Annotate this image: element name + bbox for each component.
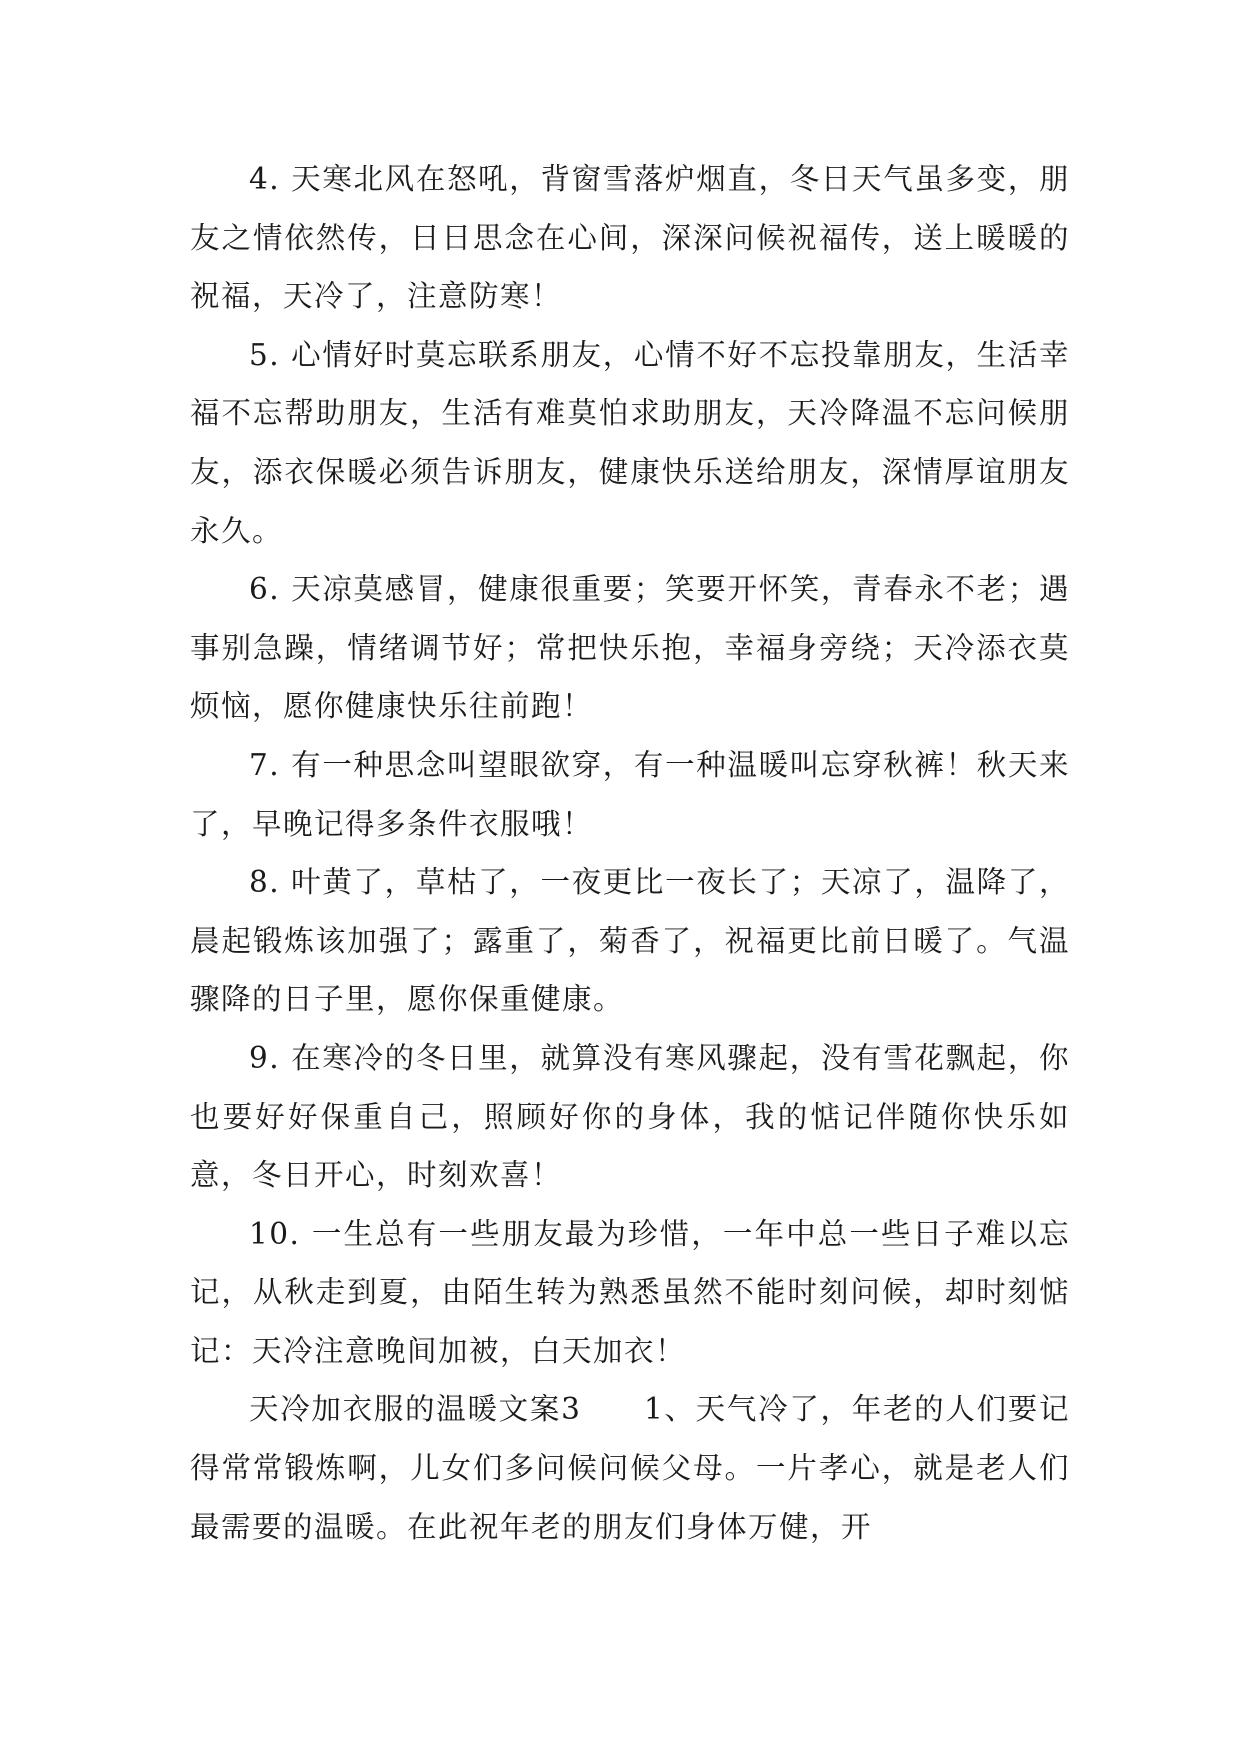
paragraph-item-10: 10. 一生总有一些朋友最为珍惜，一年中总一些日子难以忘记，从秋走到夏，由陌生转为熟悉虽然不能时刻问候，却时刻惦记：天冷注意晚间加被，白天加衣！	[190, 1216, 1070, 1368]
paragraph-item-9: 9. 在寒冷的冬日里，就算没有寒风骤起，没有雪花飘起，你也要好好保重自己，照顾好你的身体，我的惦记伴随你快乐如意，冬日开心，时刻欢喜！	[190, 1040, 1070, 1193]
paragraph-item-5: 5. 心情好时莫忘联系朋友，心情不好不忘投靠朋友，生活幸福不忘帮助朋友，生活有难莫怕求助朋友，天冷降温不忘问候朋友，添衣保暖必须告诉朋友，健康快乐送给朋友，深情厚谊朋友永久。	[190, 337, 1070, 548]
paragraph-item-7: 7. 有一种思念叫望眼欲穿，有一种温暖叫忘穿秋裤！秋天来了，早晚记得多条件衣服哦！	[190, 747, 1070, 841]
paragraph-item-4: 4. 天寒北风在怒吼，背窗雪落炉烟直，冬日天气虽多变，朋友之情依然传，日日思念在心间，深深问候祝福传，送上暖暖的祝福，天冷了，注意防寒！	[190, 162, 1070, 314]
paragraph-item-8: 8. 叶黄了，草枯了，一夜更比一夜长了；天凉了，温降了，晨起锻炼该加强了；露重了，菊香了，祝福更比前日暖了。气温骤降的日子里，愿你保重健康。	[190, 865, 1070, 1017]
paragraph-item-6: 6. 天凉莫感冒，健康很重要；笑要开怀笑，青春永不老；遇事别急躁，情绪调节好；常把快乐抱，幸福身旁绕；天冷添衣莫烦恼，愿你健康快乐往前跑！	[190, 572, 1070, 724]
document-body	[190, 150, 1070, 1556]
section-heading-paragraph: 天冷加衣服的温暖文案3 1、天气冷了，年老的人们要记得常常锻炼啊，儿女们多问候问候父母。一片孝心，就是老人们最需要的温暖。在此祝年老的朋友们身体万健，开	[190, 1392, 1070, 1544]
